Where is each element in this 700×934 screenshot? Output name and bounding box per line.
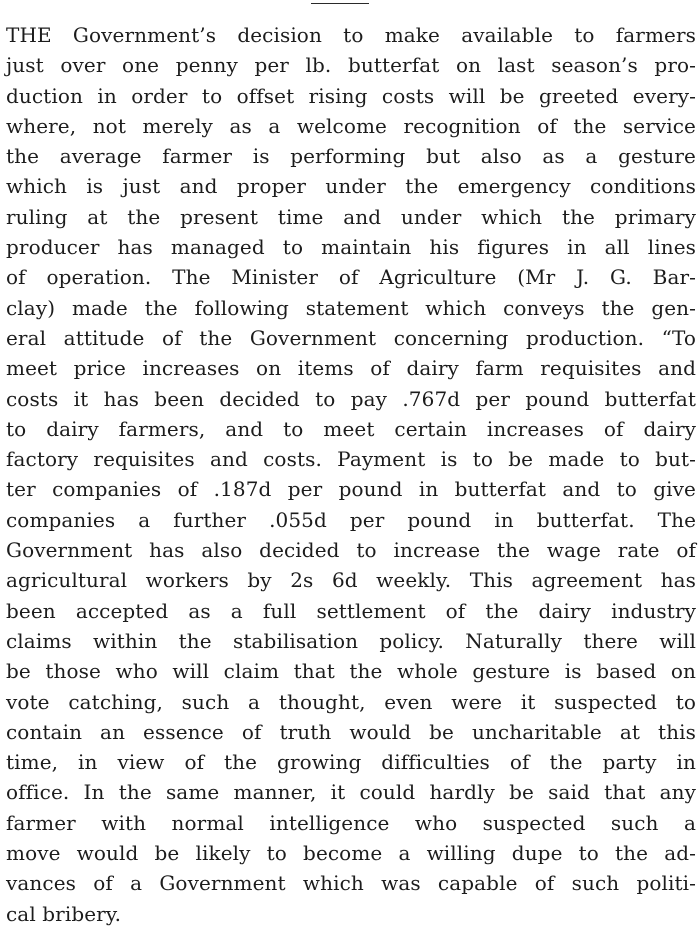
article-line-22: be those who will claim that the whole gesture is based on [6,659,696,684]
top-divider-rule [311,3,369,4]
article-line-19: agricultural workers by 2s 6d weekly. This agreement has [6,568,696,593]
article-line-13: costs it has been decided to pay .767d per pound butterfat [6,386,696,411]
article-line-23: vote catching, such a thought, even were it suspected to [6,689,696,714]
article-line-28: move would be likely to become a willing dupe to the ad- [6,841,696,866]
article-line-12: meet price increases on items of dairy farm requisites and [6,356,696,381]
article-line-1: THE Government’s decision to make available to farmers [6,23,696,47]
article-line-24: contain an essence of truth would be uncharitable at this [6,719,696,744]
article-line-26: office. In the same manner, it could hardly be said that any [6,780,696,805]
article-line-6: which is just and proper under the emergency conditions [6,174,696,199]
article-line-15: factory requisites and costs. Payment is to be made to but- [6,447,696,472]
article-line-8: producer has managed to maintain his figures in all lines [6,235,696,260]
article-line-27: farmer with normal intelligence who suspected such a [6,810,696,835]
article-line-20: been accepted as a full settlement of the dairy industry [6,598,696,623]
article-line-18: Government has also decided to increase the wage rate of [6,538,696,563]
article-line-10: clay) made the following statement which conveys the gen- [6,295,696,320]
article-line-11: eral attitude of the Government concerning production. “To [6,325,696,350]
article-line-9: of operation. The Minister of Agriculture (Mr J. G. Bar- [6,265,696,290]
article-line-30: cal bribery. [6,901,122,926]
article-line-25: time, in view of the growing difficulties of the party in [6,750,696,775]
article-line-4: where, not merely as a welcome recognition of the service [6,113,696,138]
article-line-7: ruling at the present time and under which the primary [6,204,696,229]
article-line-2: just over one penny per lb. butterfat on last season’s pro- [6,53,696,78]
article-line-3: duction in order to offset rising costs will be greeted every- [6,83,696,108]
article-line-29: vances of a Government which was capable of such politi- [6,871,696,896]
article-body [6,20,696,929]
article-line-16: ter companies of .187d per pound in butterfat and to give [6,477,696,502]
article-line-14: to dairy farmers, and to meet certain increases of dairy [6,416,696,441]
article-line-5: the average farmer is performing but also as a gesture [6,144,696,169]
article-line-17: companies a further .055d per pound in butterfat. The [6,507,696,532]
article-line-21: claims within the stabilisation policy. Naturally there will [6,628,696,653]
